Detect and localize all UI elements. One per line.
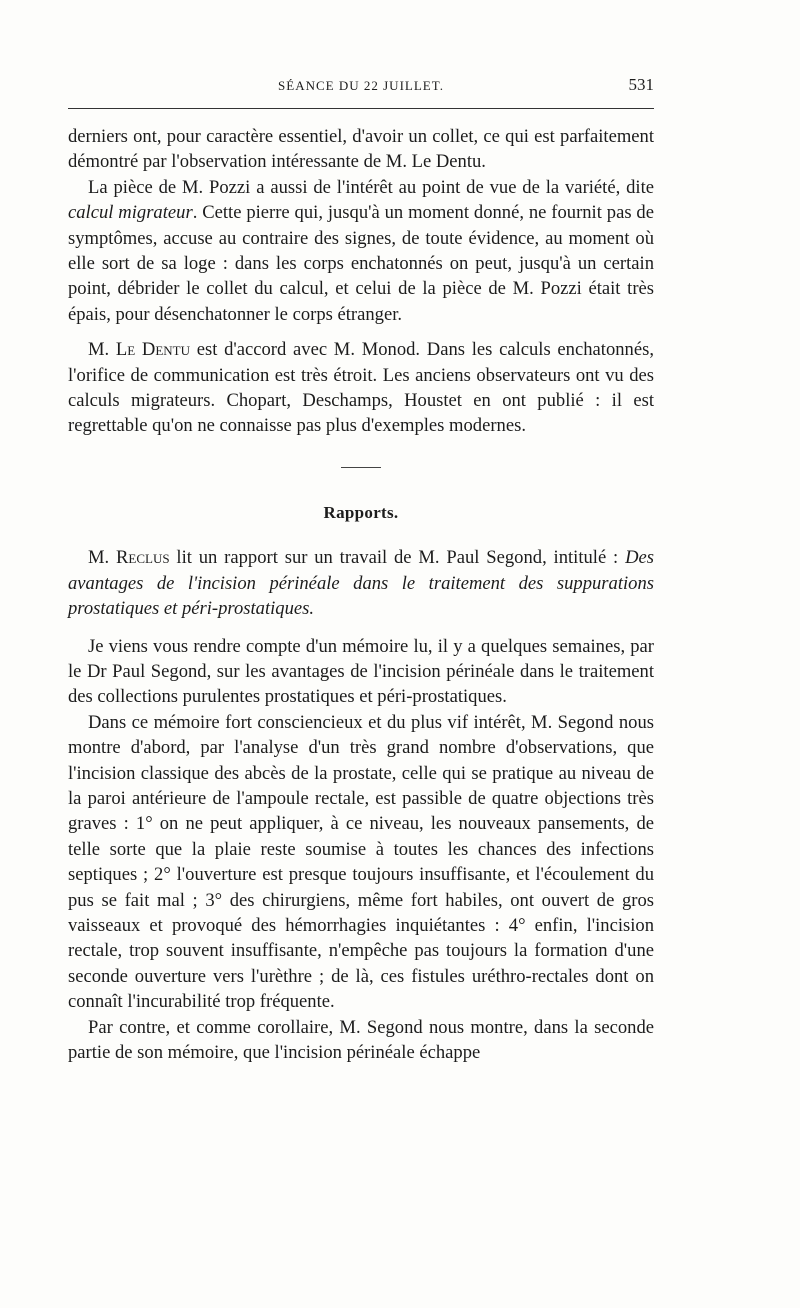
paragraph-reclus xyxy=(68,545,654,621)
italic-title: Des avantages de l'incision périnéale dans le traitement des suppurations prostatiques et péri-prostatiques. xyxy=(68,547,654,620)
page-header xyxy=(68,75,654,102)
paragraph-text: lit un rapport sur un travail de M. Paul Segond, intitulé : xyxy=(169,547,626,569)
section-separator xyxy=(341,467,381,468)
paragraph-le-dentu xyxy=(68,337,654,439)
speaker-name: Le Dentu xyxy=(115,339,191,361)
paragraph-text: M. xyxy=(88,339,116,361)
paragraph-pozzi xyxy=(68,175,654,327)
paragraph-text: est d'accord avec M. Monod. Dans les calculs enchatonnés, l'orifice de communication est très étroit. Les anciens observateurs ont vu des calculs migrateurs. Chopart, Deschamps, Houstet en ont publié : il est regrettable qu'on ne connaisse pas plus d'exemples modernes. xyxy=(68,339,654,437)
paragraph-text: M. xyxy=(88,547,117,569)
page-number: 531 xyxy=(628,75,654,94)
paragraph-continuation: derniers ont, pour caractère essentiel, d'avoir un collet, ce qui est parfaitement démontré par l'observation intéressante de M. Le Dentu. xyxy=(68,126,654,173)
page-body xyxy=(68,124,654,1065)
section-title: Rapports. xyxy=(323,502,399,522)
speaker-name: Reclus xyxy=(116,547,170,569)
paragraph-text: . Cette pierre qui, jusqu'à un moment donné, ne fournit pas de symptômes, accuse au contraire des signes, de toute évidence, au moment où elle sort de sa loge : dans les corps enchatonnés on peut, jusqu'à un certain point, débrider le collet du calcul, et celui de la pièce de M. Pozzi était très épais, pour désenchatonner le corps étranger. xyxy=(68,202,654,325)
paragraph-objections: Dans ce mémoire fort consciencieux et du plus vif intérêt, M. Segond nous montre d'abord, par l'analyse d'un très grand nombre d'observations, que l'incision classique des abcès de la prostate, celle qui se pratique au niveau de la paroi antérieure de l'ampoule rectale, est passible de quatre objections très graves : 1° on ne peut appliquer, à ce niveau, les nouveaux pansements, de telle sorte que la plaie reste soumise à toutes les chances des infections septiques ; 2° l'ouverture est presque toujours insuffisante, et l'écoulement du pus se fait mal ; 3° des chirurgiens, même fort habiles, ont ouvert de gros vaisseaux et provoqué des hémorrhagies inquiétantes : 4° enfin, l'incision rectale, trop souvent insuffisante, n'empêche pas toujours la formation d'une seconde ouverture vers l'urèthre ; de là, ces fistules uréthro-rectales dont on connaît l'incurabilité trop fréquente. xyxy=(68,711,654,1013)
paragraph-report-intro: Je viens vous rendre compte d'un mémoire lu, il y a quelques semaines, par le Dr Paul Segond, sur les avantages de l'incision périnéale dans le traitement des collections purulentes prostatiques et péri-prostatiques. xyxy=(68,635,654,708)
paragraph-corollary: Par contre, et comme corollaire, M. Segond nous montre, dans la seconde partie de son mémoire, que l'incision périnéale échappe xyxy=(68,1016,654,1063)
paragraph-text: La pièce de M. Pozzi a aussi de l'intérêt au point de vue de la variété, dite xyxy=(88,176,654,198)
header-rule xyxy=(68,108,654,109)
italic-term: calcul migrateur xyxy=(68,202,193,224)
running-head: SÉANCE DU 22 JUILLET. xyxy=(278,78,444,93)
